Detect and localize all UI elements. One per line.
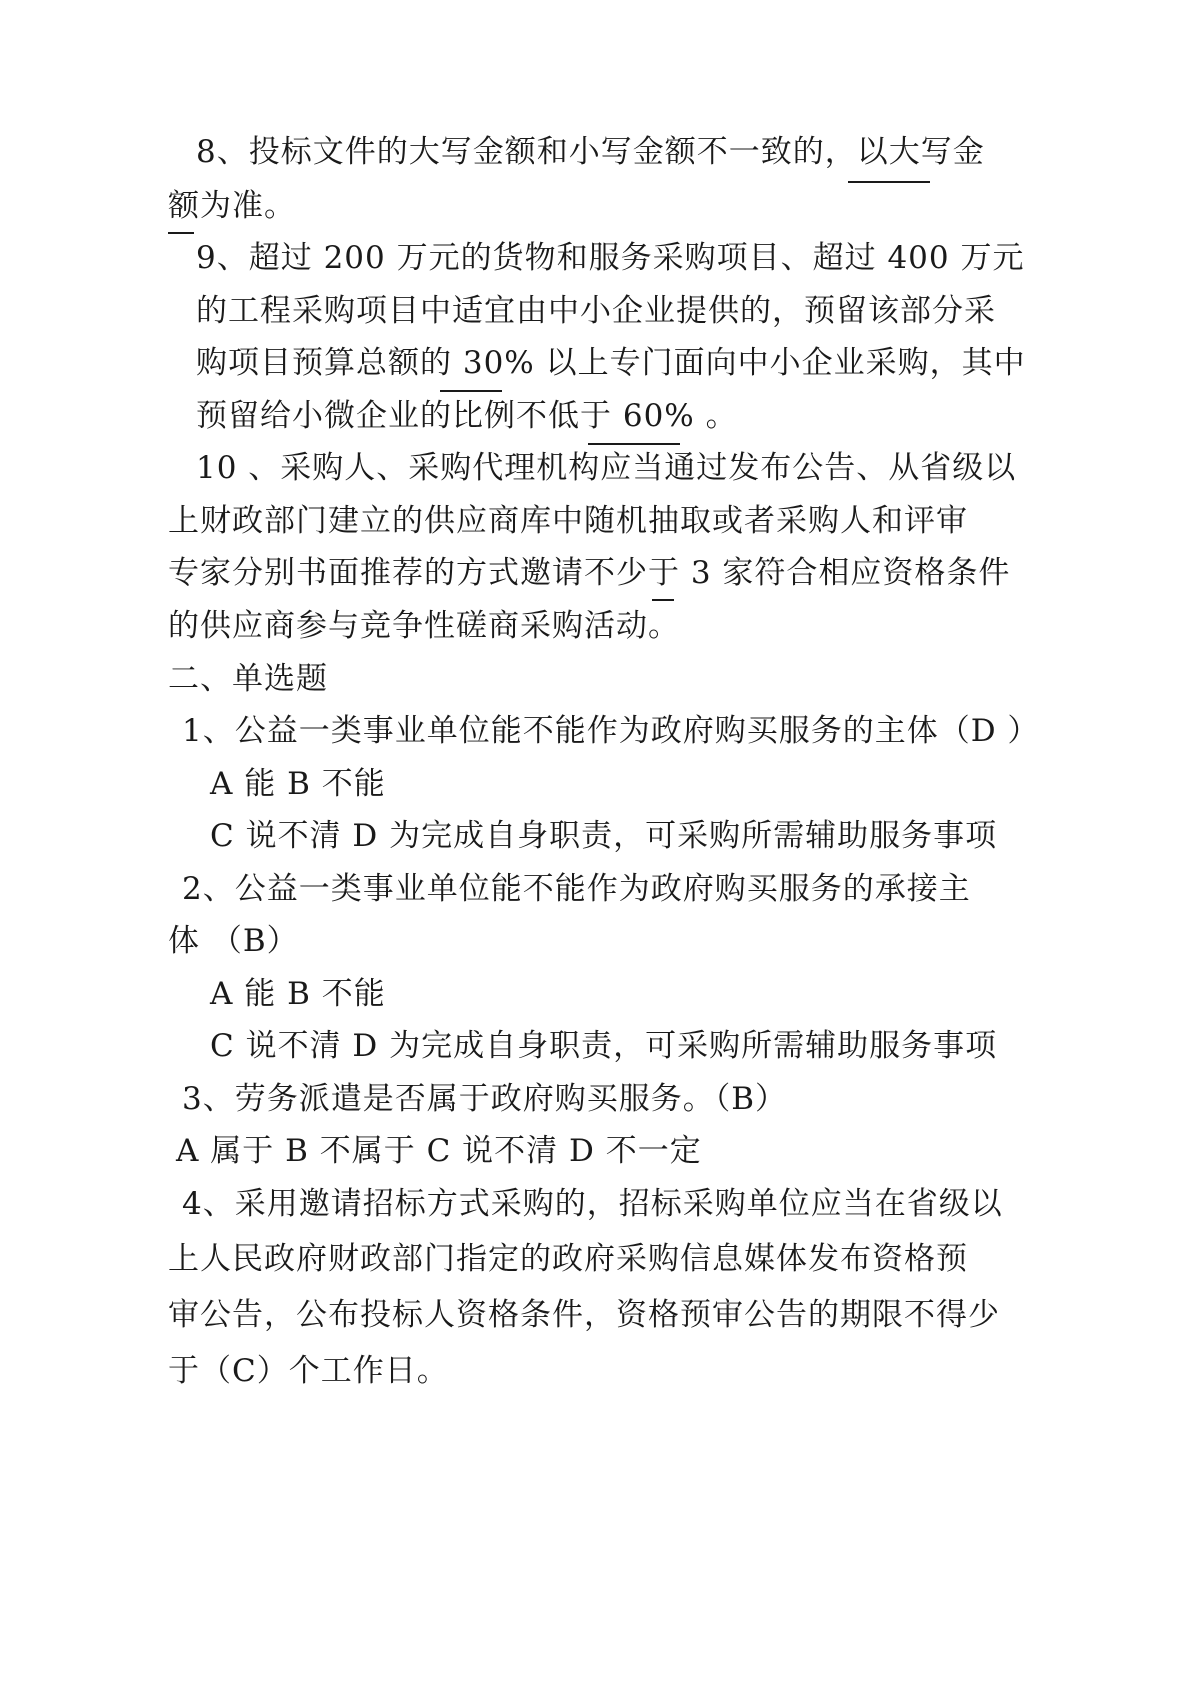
item-8-line-1: 8、投标文件的大写金额和小写金额不一致的，以大写金: [196, 134, 985, 170]
question-2-stem-line-2: 体 （B）: [168, 923, 299, 959]
underline-mark: [440, 390, 502, 392]
item-9-line-2: 的工程采购项目中适宜由中小企业提供的，预留该部分采: [196, 293, 996, 329]
question-1-stem: 1、公益一类事业单位能不能作为政府购买服务的主体（D ）: [182, 713, 1040, 749]
item-9-line-1: 9、超过 200 万元的货物和服务采购项目、超过 400 万元: [196, 240, 1025, 276]
section-heading: 二、单选题: [168, 661, 328, 697]
underline-mark: [848, 181, 930, 183]
question-2-options-ab: A 能 B 不能: [210, 976, 386, 1012]
item-10-line-4: 的供应商参与竞争性磋商采购活动。: [168, 608, 680, 644]
item-8-line-2: 额为准。: [168, 188, 296, 224]
question-3-stem: 3、劳务派遣是否属于政府购买服务。（B）: [182, 1081, 788, 1117]
item-9-line-3: 购项目预算总额的 30% 以上专门面向中小企业采购，其中: [196, 345, 1026, 381]
question-4-line-1: 4、采用邀请招标方式采购的，招标采购单位应当在省级以: [182, 1186, 1003, 1222]
question-4-line-2: 上人民政府财政部门指定的政府采购信息媒体发布资格预: [168, 1241, 968, 1277]
question-1-options-cd: C 说不清 D 为完成自身职责，可采购所需辅助服务事项: [210, 818, 998, 854]
underline-mark: [588, 443, 680, 445]
item-10-line-2: 上财政部门建立的供应商库中随机抽取或者采购人和评审: [168, 503, 968, 539]
question-4-line-3: 审公告，公布投标人资格条件，资格预审公告的期限不得少: [168, 1297, 1000, 1333]
item-10-line-1: 10 、采购人、采购代理机构应当通过发布公告、从省级以: [196, 450, 1017, 486]
item-10-line-3: 专家分别书面推荐的方式邀请不少于 3 家符合相应资格条件: [168, 555, 1011, 591]
question-3-options: A 属于 B 不属于 C 说不清 D 不一定: [176, 1133, 702, 1169]
question-2-stem-line-1: 2、公益一类事业单位能不能作为政府购买服务的承接主: [182, 871, 971, 907]
underline-mark: [652, 599, 674, 601]
question-1-options-ab: A 能 B 不能: [210, 766, 386, 802]
underline-mark: [168, 232, 194, 234]
question-4-line-4: 于（C）个工作日。: [168, 1353, 449, 1389]
item-9-line-4: 预留给小微企业的比例不低于 60% 。: [196, 398, 738, 434]
question-2-options-cd: C 说不清 D 为完成自身职责，可采购所需辅助服务事项: [210, 1028, 998, 1064]
